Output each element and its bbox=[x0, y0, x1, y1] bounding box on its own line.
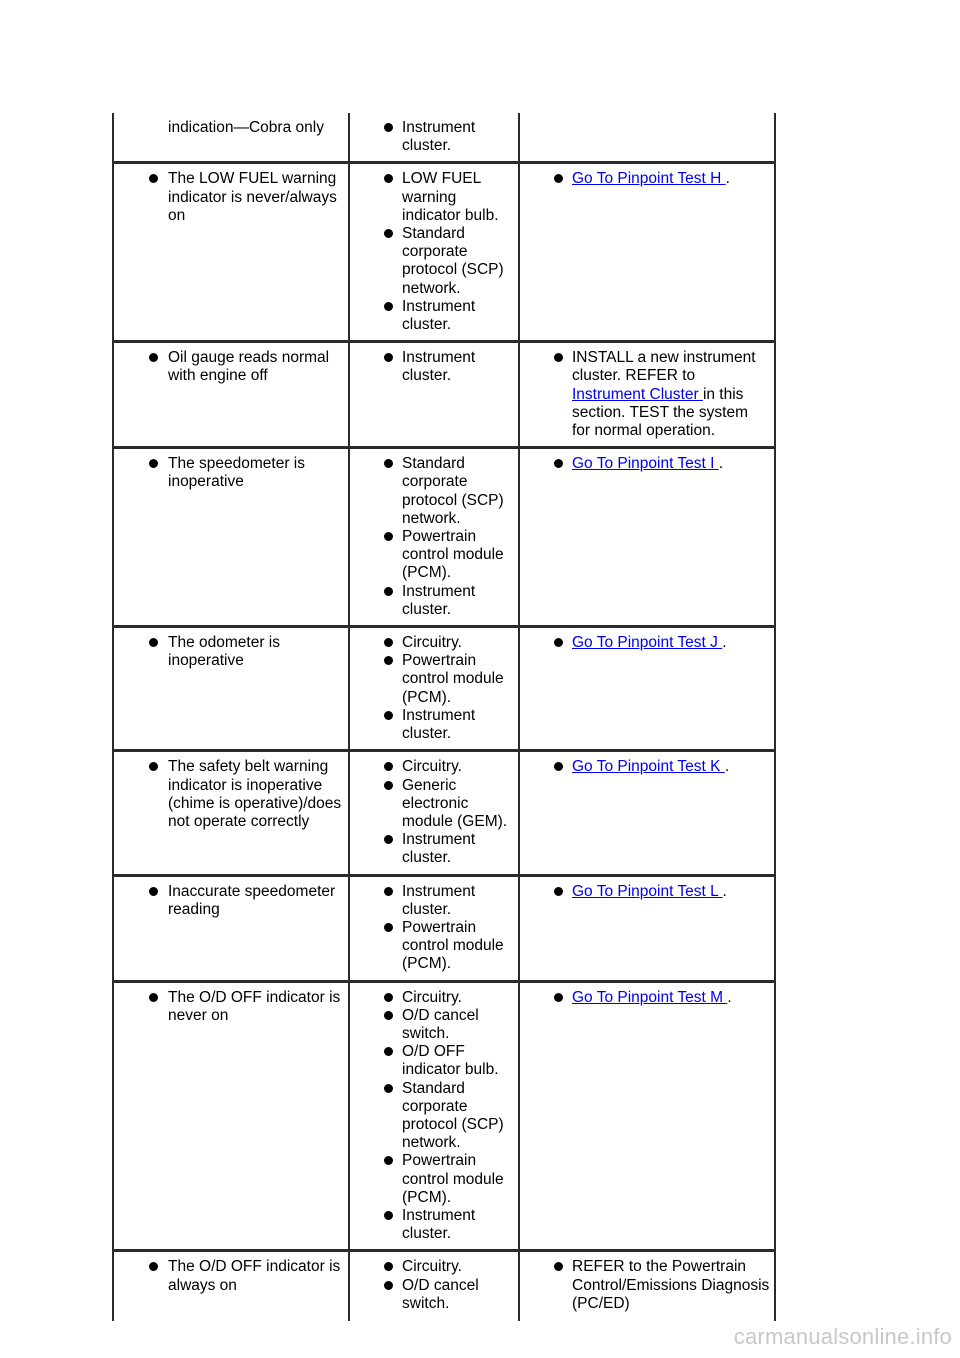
condition-cell bbox=[113, 981, 349, 1251]
possible-source-item: Instrument cluster. bbox=[350, 119, 514, 155]
possible-source-item: Standard corporate protocol (SCP) network. bbox=[350, 225, 514, 298]
condition-item: The speedometer is inoperative bbox=[114, 455, 344, 491]
action-text: . bbox=[727, 988, 732, 1006]
condition-cell bbox=[113, 448, 349, 627]
condition-item: Inaccurate speedometer reading bbox=[114, 883, 344, 919]
condition-item: The LOW FUEL warning indicator is never/always on bbox=[114, 170, 344, 225]
action-cell bbox=[519, 875, 775, 981]
action-text: INSTALL a new instrument cluster. REFER to bbox=[572, 349, 756, 385]
possible-source-item: Instrument cluster. bbox=[350, 883, 514, 919]
condition-cell bbox=[113, 342, 349, 448]
possible-source-item: Powertrain control module (PCM). bbox=[350, 528, 514, 583]
possible-source-item: Instrument cluster. bbox=[350, 831, 514, 867]
action-item bbox=[520, 634, 770, 652]
condition-cell bbox=[113, 163, 349, 342]
possible-source-item: Instrument cluster. bbox=[350, 1207, 514, 1243]
symptom-row bbox=[113, 342, 775, 448]
possible-source-cell bbox=[349, 875, 519, 981]
symptom-row bbox=[113, 627, 775, 751]
possible-source-item: Circuitry. bbox=[350, 989, 514, 1007]
action-cell bbox=[519, 163, 775, 342]
symptom-row bbox=[113, 875, 775, 981]
action-cell bbox=[519, 342, 775, 448]
condition-cell bbox=[113, 1251, 349, 1321]
symptom-row bbox=[113, 1251, 775, 1321]
possible-source-item: Instrument cluster. bbox=[350, 349, 514, 385]
action-item bbox=[520, 758, 770, 776]
symptom-row bbox=[113, 448, 775, 627]
possible-source-item: O/D OFF indicator bulb. bbox=[350, 1043, 514, 1079]
possible-source-cell bbox=[349, 163, 519, 342]
possible-source-item: Powertrain control module (PCM). bbox=[350, 1152, 514, 1207]
possible-source-item: Instrument cluster. bbox=[350, 707, 514, 743]
symptom-chart-body bbox=[113, 113, 775, 1321]
possible-source-item: Generic electronic module (GEM). bbox=[350, 777, 514, 832]
condition-cell bbox=[113, 113, 349, 163]
action-cell bbox=[519, 981, 775, 1251]
possible-source-cell bbox=[349, 1251, 519, 1321]
condition-item: The odometer is inoperative bbox=[114, 634, 344, 670]
pinpoint-test-link[interactable]: Go To Pinpoint Test M bbox=[572, 988, 728, 1006]
symptom-chart-table bbox=[112, 113, 776, 1321]
pinpoint-test-link[interactable]: Go To Pinpoint Test I bbox=[572, 455, 719, 473]
action-cell bbox=[519, 627, 775, 751]
symptom-row bbox=[113, 163, 775, 342]
possible-source-cell bbox=[349, 448, 519, 627]
action-item bbox=[520, 883, 770, 901]
action-text: . bbox=[718, 455, 724, 473]
pinpoint-test-link[interactable]: Go To Pinpoint Test K bbox=[572, 758, 725, 776]
possible-source-item: O/D cancel switch. bbox=[350, 1007, 514, 1043]
possible-source-item: Circuitry. bbox=[350, 634, 514, 652]
action-item bbox=[520, 170, 770, 188]
action-cell bbox=[519, 113, 775, 163]
condition-text: indication—Cobra only bbox=[168, 119, 324, 136]
action-text: in this section. TEST the system for normal operation. bbox=[572, 385, 749, 440]
possible-source-item: LOW FUEL warning indicator bulb. bbox=[350, 170, 514, 225]
symptom-row bbox=[113, 113, 775, 163]
possible-source-item: Standard corporate protocol (SCP) network. bbox=[350, 1080, 514, 1153]
condition-cell bbox=[113, 627, 349, 751]
condition-item: The O/D OFF indicator is never on bbox=[114, 989, 344, 1025]
possible-source-cell bbox=[349, 751, 519, 875]
action-text: . bbox=[722, 882, 727, 900]
pinpoint-test-link[interactable]: Instrument Cluster bbox=[572, 385, 703, 403]
possible-source-item: Circuitry. bbox=[350, 1258, 514, 1276]
symptom-row bbox=[113, 751, 775, 875]
possible-source-cell bbox=[349, 981, 519, 1251]
action-text: . bbox=[724, 758, 730, 776]
possible-source-item: Instrument cluster. bbox=[350, 298, 514, 334]
possible-source-item: Powertrain control module (PCM). bbox=[350, 652, 514, 707]
possible-source-item: Circuitry. bbox=[350, 758, 514, 776]
site-watermark: carmanualsonline.info bbox=[733, 1324, 952, 1349]
condition-cell bbox=[113, 875, 349, 981]
action-cell bbox=[519, 448, 775, 627]
possible-source-item: Instrument cluster. bbox=[350, 583, 514, 619]
action-text: . bbox=[722, 634, 727, 652]
possible-source-item: Standard corporate protocol (SCP) network. bbox=[350, 455, 514, 528]
possible-source-cell bbox=[349, 113, 519, 163]
condition-item: The O/D OFF indicator is always on bbox=[114, 1258, 344, 1294]
condition-item: Oil gauge reads normal with engine off bbox=[114, 349, 344, 385]
possible-source-cell bbox=[349, 342, 519, 448]
action-cell bbox=[519, 751, 775, 875]
action-item bbox=[520, 1258, 770, 1313]
action-item bbox=[520, 989, 770, 1007]
pinpoint-test-link[interactable]: Go To Pinpoint Test L bbox=[572, 882, 723, 900]
condition-cell bbox=[113, 751, 349, 875]
possible-source-item: Powertrain control module (PCM). bbox=[350, 919, 514, 974]
possible-source-item: O/D cancel switch. bbox=[350, 1277, 514, 1313]
action-cell bbox=[519, 1251, 775, 1321]
condition-item: The safety belt warning indicator is inoperative (chime is operative)/does not operate correctly bbox=[114, 758, 344, 831]
possible-source-cell bbox=[349, 627, 519, 751]
action-item bbox=[520, 349, 770, 440]
action-item bbox=[520, 455, 770, 473]
pinpoint-test-link[interactable]: Go To Pinpoint Test J bbox=[572, 634, 723, 652]
action-text: . bbox=[725, 170, 730, 188]
symptom-row bbox=[113, 981, 775, 1251]
pinpoint-test-link[interactable]: Go To Pinpoint Test H bbox=[572, 170, 726, 188]
action-text: REFER to the Powertrain Control/Emissions Diagnosis (PC/ED) bbox=[572, 1258, 770, 1312]
